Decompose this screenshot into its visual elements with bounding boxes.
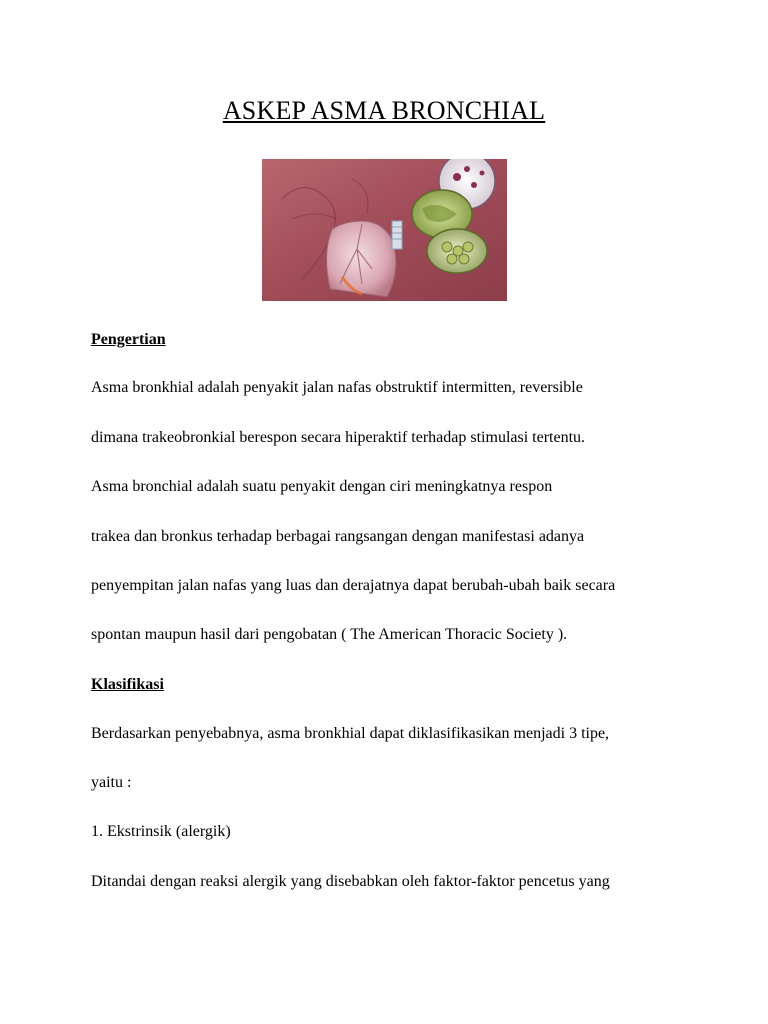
section-heading-pengertian: Pengertian <box>91 331 166 348</box>
section-heading-klasifikasi: Klasifikasi <box>91 676 164 693</box>
asthma-illustration <box>262 159 507 301</box>
paragraph-line: trakea dan bronkus terhadap berbagai rangsangan dengan manifestasi adanya <box>91 528 585 545</box>
paragraph-line: penyempitan jalan nafas yang luas dan derajatnya dapat berubah-ubah baik secara <box>91 577 616 594</box>
paragraph-line: dimana trakeobronkial berespon secara hiperaktif terhadap stimulasi tertentu. <box>91 429 586 446</box>
document-title: ASKEP ASMA BRONCHIAL <box>222 96 546 125</box>
paragraph-line: Asma bronchial adalah suatu penyakit dengan ciri meningkatnya respon <box>91 478 553 495</box>
list-item: 1. Ekstrinsik (alergik) <box>91 823 231 840</box>
paragraph-line: Berdasarkan penyebabnya, asma bronkhial dapat diklasifikasikan menjadi 3 tipe, <box>91 725 610 742</box>
paragraph-line: spontan maupun hasil dari pengobatan ( The American Thoracic Society ). <box>91 626 568 643</box>
paragraph-line: Ditandai dengan reaksi alergik yang disebabkan oleh faktor-faktor pencetus yang <box>91 873 610 890</box>
paragraph-line: yaitu : <box>91 774 132 791</box>
paragraph-line: Asma bronkhial adalah penyakit jalan nafas obstruktif intermitten, reversible <box>91 379 583 396</box>
